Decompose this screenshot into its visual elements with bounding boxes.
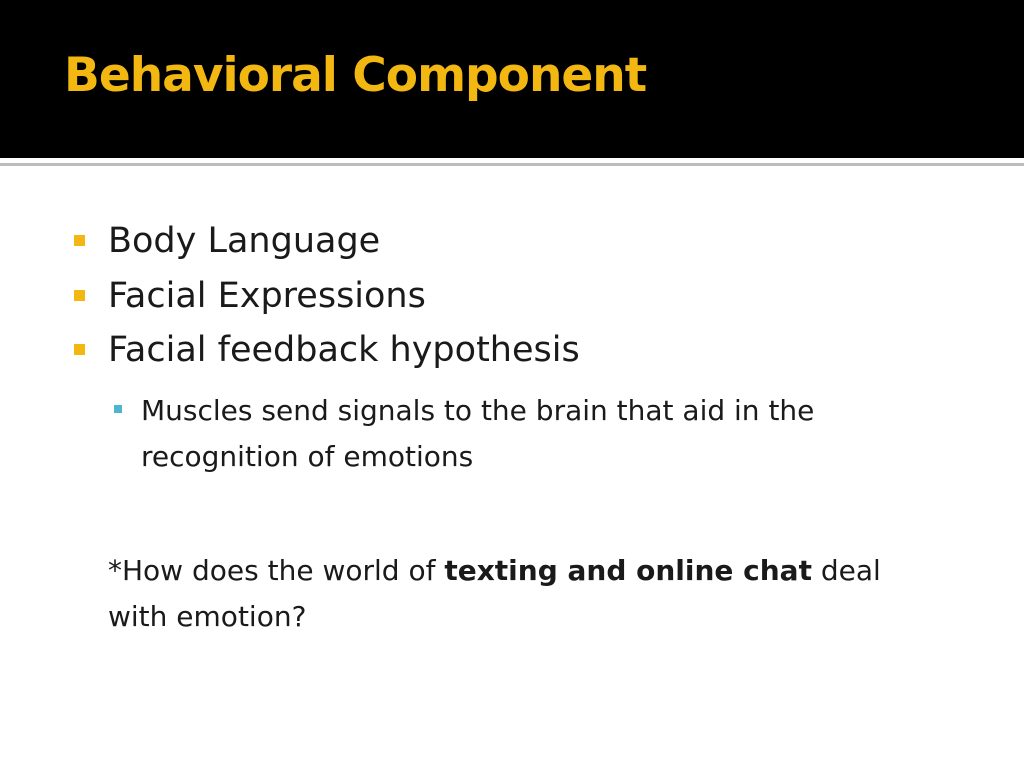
square-bullet-icon bbox=[74, 235, 85, 246]
title-divider-gap bbox=[0, 158, 1024, 162]
question-emphasis: texting and online chat bbox=[444, 554, 812, 587]
square-bullet-icon bbox=[74, 344, 85, 355]
bullet-item bbox=[74, 269, 954, 324]
discussion-question bbox=[108, 548, 928, 640]
sub-bullet-label: Muscles send signals to the brain that aid in the recognition of emotions bbox=[141, 394, 815, 473]
slide-title: Behavioral Component bbox=[64, 48, 647, 103]
small-square-bullet-icon bbox=[114, 405, 122, 413]
sub-bullet-item bbox=[114, 388, 961, 480]
bullet-item bbox=[74, 323, 954, 378]
question-prefix: *How does the world of bbox=[108, 554, 445, 587]
title-bar bbox=[0, 0, 1024, 158]
bullet-item bbox=[74, 214, 954, 269]
square-bullet-icon bbox=[74, 290, 85, 301]
title-divider bbox=[0, 163, 1024, 166]
bullet-label: Facial feedback hypothesis bbox=[108, 330, 580, 370]
question-suffix: deal with emotion? bbox=[108, 554, 881, 633]
bullet-label: Body Language bbox=[108, 221, 381, 261]
bullet-label: Facial Expressions bbox=[108, 275, 426, 316]
bullet-list bbox=[74, 214, 954, 378]
